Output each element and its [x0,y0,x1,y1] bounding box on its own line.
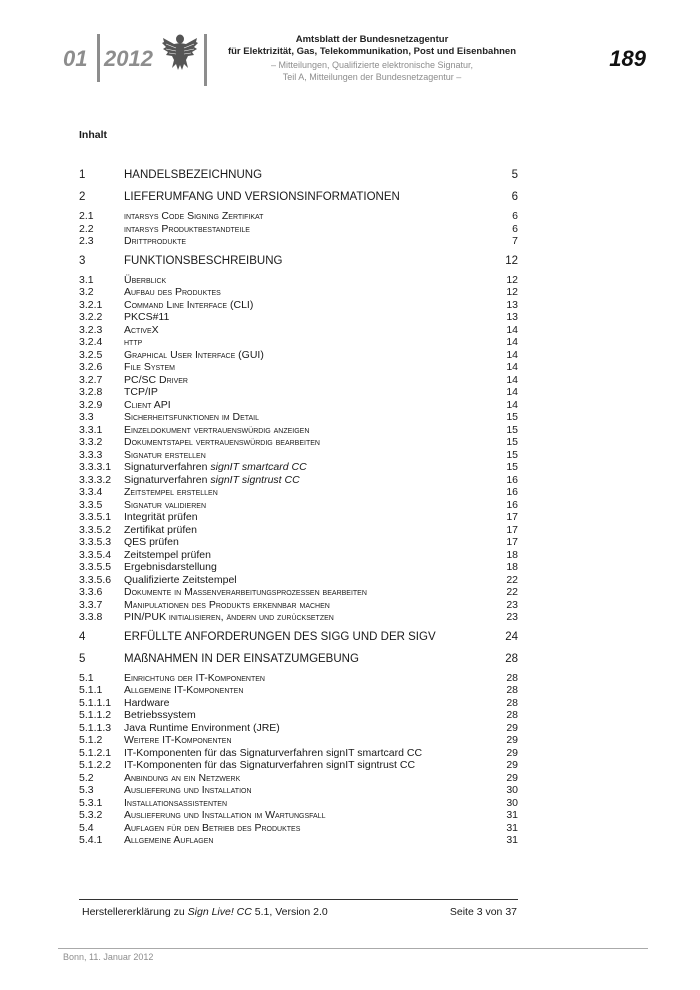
toc-entry-number: 2.3 [79,235,94,247]
toc-entry-number: 3.3.5.2 [79,523,112,536]
toc-entry-title: Allgemeine Auflagen [124,834,214,846]
toc-entry-title: Command Line Interface (CLI) [124,298,254,311]
toc-entry[interactable] [79,574,518,587]
toc-entry-page: 12 [505,254,518,267]
toc-entry[interactable] [79,188,518,206]
toc-entry-title-text: Signaturverfahren [124,461,211,473]
toc-entry-number: 3.2.2 [79,311,103,323]
toc-entry-page: 14 [506,398,518,411]
toc-entry[interactable] [79,834,518,847]
toc-entry-title: MAßNAHMEN IN DER EINSATZUMGEBUNG [124,652,359,665]
toc-entry[interactable] [79,436,518,449]
toc-entry-title: TCP/IP [124,386,158,398]
toc-entry-title: Graphical User Interface (GUI) [124,348,264,361]
toc-entry-title: Auflagen für den Betrieb des Produktes [124,821,301,834]
toc-entry[interactable] [79,672,518,685]
toc-entry-page: 31 [506,809,518,821]
toc-entry[interactable] [79,399,518,412]
toc-entry[interactable] [79,722,518,735]
toc-entry[interactable] [79,461,518,474]
toc-entry-number: 3.3.5 [79,498,103,511]
toc-entry-page: 6 [511,191,518,203]
toc-entry-number: 3.3.6 [79,586,103,598]
page-number: 189 [609,46,646,71]
footer-document-title [82,906,328,918]
toc-entry-page: 14 [506,373,518,386]
toc-entry-page: 15 [506,411,518,423]
toc-entry-page: 14 [506,361,518,373]
toc-entry-title: Signatur erstellen [124,448,206,461]
toc-entry[interactable] [79,697,518,710]
toc-entry-number: 3.2.9 [79,398,103,411]
toc-entry-number: 5.1.2.2 [79,759,112,771]
toc-entry-title: Weitere IT-Komponenten [124,734,232,746]
toc-entry[interactable] [79,809,518,822]
toc-entry-number: 3.3.5.3 [79,536,112,548]
toc-entry-page: 29 [506,771,518,784]
toc-entry-number: 3.3.2 [79,436,103,448]
toc-entry-page: 15 [506,436,518,448]
toc-entry-title: HANDELSBEZEICHNUNG [124,169,263,181]
toc-entry-page: 5 [511,169,518,181]
toc-entry-number: 4 [79,630,86,643]
toc-entry-number: 3 [79,254,86,267]
toc-entry-title: Java Runtime Environment (JRE) [124,721,280,734]
toc-entry-number: 5.3.2 [79,809,103,821]
toc-entry[interactable] [79,223,518,236]
toc-entry-title-emphasis: signIT signtrust CC [210,473,300,486]
table-of-contents [79,166,518,847]
toc-entry-page: 6 [512,210,518,222]
toc-entry-title: Einrichtung der IT-Komponenten [124,671,265,684]
toc-entry-number: 3.2.5 [79,348,103,361]
toc-entry-number: 3.2.4 [79,336,103,348]
toc-entry[interactable] [79,599,518,612]
toc-entry-title: File System [124,361,175,373]
toc-entry-title: Integrität prüfen [124,511,198,523]
toc-entry[interactable] [79,311,518,324]
toc-entry-number: 5.2 [79,771,94,784]
toc-entry-number: 5.1.1.2 [79,709,112,721]
toc-entry-page: 29 [506,734,518,746]
toc-entry-number: 3.3.4 [79,486,103,498]
toc-entry-title: LIEFERUMFANG UND VERSIONSINFORMATIONEN [124,191,400,203]
gazette-subtitle [222,60,522,83]
toc-entry-number: 5 [79,652,86,665]
toc-entry[interactable] [79,374,518,387]
toc-entry-page: 29 [506,721,518,734]
toc-entry-title: Drittprodukte [124,235,187,247]
toc-entry-title: Anbindung an ein Netzwerk [124,771,241,784]
toc-entry[interactable] [79,349,518,362]
toc-entry-title: Client API [124,398,171,411]
toc-entry-page: 28 [506,696,518,709]
toc-entry-number: 3.3.3.2 [79,473,112,486]
toc-entry-page: 15 [506,448,518,461]
toc-entry-title: IT-Komponenten für das Signaturverfahren signIT signtrust CC [124,759,416,771]
toc-entry-number: 3.2.3 [79,323,103,336]
header-separator-right [204,34,207,86]
toc-entry[interactable] [79,252,518,270]
toc-entry-title [124,474,300,487]
toc-entry-page: 16 [506,473,518,486]
toc-entry[interactable] [79,797,518,810]
toc-entry-number: 3.2.1 [79,298,103,311]
toc-entry-title: http [124,336,143,348]
toc-entry[interactable] [79,549,518,562]
gazette-subtitle-line-1: – Mitteilungen, Qualifizierte elektronische Signatur, [270,60,474,70]
toc-entry-title: Dokumentstapel vertrauenswürdig bearbeiten [124,436,320,448]
toc-entry-title: Qualifizierte Zeitstempel [124,573,237,586]
toc-entry-title: Aufbau des Produktes [124,286,221,298]
toc-entry[interactable] [79,166,518,184]
toc-entry-number: 3.1 [79,273,94,286]
toc-entry-number: 3.3.5.6 [79,573,112,586]
toc-entry-page: 17 [506,511,518,523]
federal-eagle-icon [160,30,200,74]
toc-entry[interactable] [79,709,518,722]
toc-entry-number: 5.1.1.3 [79,721,112,734]
toc-entry-title: Einzeldokument vertrauenswürdig anzeigen [124,423,310,436]
toc-entry-number: 5.3 [79,784,94,796]
toc-entry-page: 16 [506,498,518,511]
toc-entry-title: PC/SC Driver [124,373,188,386]
toc-entry-page: 22 [506,586,518,598]
toc-entry-page: 14 [506,323,518,336]
toc-entry-number: 3.2 [79,286,94,298]
toc-entry-page: 12 [506,286,518,298]
toc-entry[interactable] [79,561,518,574]
toc-entry-number: 5.4.1 [79,834,103,846]
toc-heading: Inhalt [79,129,107,141]
toc-entry-page: 31 [506,821,518,834]
toc-entry[interactable] [79,424,518,437]
toc-entry-title: Installationsassistenten [124,796,228,809]
toc-entry-page: 23 [506,598,518,611]
toc-entry-page: 28 [506,671,518,684]
toc-entry-title: ERFÜLLTE ANFORDERUNGEN DES SIGG UND DER SIGV [124,630,436,643]
toc-entry-number: 5.1.1 [79,684,103,696]
toc-entry-title: Manipulationen des Produkts erkennbar machen [124,598,330,611]
toc-entry-page: 14 [506,336,518,348]
toc-entry-page: 18 [506,561,518,573]
toc-entry[interactable] [79,536,518,549]
toc-entry-number: 5.3.1 [79,796,103,809]
toc-entry[interactable] [79,210,518,223]
toc-entry-title-emphasis: signIT smartcard CC [210,461,307,473]
toc-entry-number: 3.3.7 [79,598,103,611]
toc-entry[interactable] [79,274,518,287]
toc-entry-page: 16 [506,486,518,498]
footer-product-name: Sign Live! CC [187,906,252,918]
toc-entry-number: 3.3.5.5 [79,561,112,573]
toc-entry-title-text: Signaturverfahren [124,473,211,486]
toc-entry-page: 13 [506,298,518,311]
toc-entry-page: 31 [506,834,518,846]
toc-entry[interactable] [79,286,518,299]
toc-entry-page: 30 [506,784,518,796]
toc-entry-number: 2.2 [79,222,94,235]
toc-entry-number: 3.3.1 [79,423,103,436]
toc-entry[interactable] [79,747,518,760]
toc-entry-number: 3.2.8 [79,386,103,398]
toc-entry-page: 29 [506,759,518,771]
toc-entry-page: 24 [505,630,518,643]
toc-entry-title: Zertifikat prüfen [124,523,197,536]
toc-entry-number: 5.1.2 [79,734,103,746]
toc-entry[interactable] [79,449,518,462]
toc-entry[interactable] [79,235,518,248]
toc-entry[interactable] [79,299,518,312]
footer-title-prefix: Herstellererklärung zu [82,906,188,918]
toc-entry-page: 17 [506,536,518,548]
toc-entry-page: 13 [506,311,518,323]
publication-date: Bonn, 11. Januar 2012 [63,952,154,962]
toc-entry-title: PKCS#11 [124,311,170,323]
toc-entry-title [124,461,307,474]
toc-entry[interactable] [79,586,518,599]
toc-entry-page: 6 [512,222,518,235]
toc-entry-title: Sicherheitsfunktionen im Detail [124,411,260,423]
gazette-title-line-1: Amtsblatt der Bundesnetzagentur [295,34,449,45]
toc-entry[interactable] [79,386,518,399]
toc-entry-page: 23 [506,611,518,623]
toc-entry-page: 12 [506,273,518,286]
toc-entry-title: intarsys Produktbestandteile [124,222,250,235]
toc-entry-title: QES prüfen [124,536,179,548]
bottom-rule [58,948,648,949]
toc-entry-title: Betriebssystem [124,709,196,721]
toc-entry[interactable] [79,499,518,512]
toc-entry[interactable] [79,524,518,537]
toc-entry[interactable] [79,822,518,835]
toc-entry[interactable] [79,324,518,337]
toc-entry-title: FUNKTIONSBESCHREIBUNG [124,254,283,267]
toc-entry-number: 2.1 [79,210,94,222]
toc-entry-number: 3.3.3.1 [79,461,112,473]
toc-entry-number: 5.1.1.1 [79,696,112,709]
toc-entry-number: 5.4 [79,821,94,834]
toc-entry-title: Signatur validieren [124,498,207,511]
toc-entry-page: 17 [506,523,518,536]
toc-entry[interactable] [79,611,518,624]
toc-entry-title: Dokumente in Massenverarbeitungsprozessen bearbeiten [124,586,367,598]
toc-entry[interactable] [79,734,518,747]
toc-entry-number: 3.2.7 [79,373,103,386]
header-separator [97,34,100,82]
footer-rule [79,899,518,900]
footer-version: 5.1, Version 2.0 [251,906,328,918]
toc-entry-title: Zeitstempel erstellen [124,486,218,498]
toc-entry[interactable] [79,650,518,668]
toc-entry-title: ActiveX [124,323,159,336]
toc-entry-title: Zeitstempel prüfen [124,548,211,561]
toc-entry-number: 3.3.3 [79,448,103,461]
toc-entry-number: 3.3 [79,411,94,423]
toc-entry-title: Auslieferung und Installation [124,784,252,796]
toc-entry[interactable] [79,411,518,424]
toc-entry-number: 3.3.8 [79,611,103,623]
toc-entry-page: 14 [506,386,518,398]
toc-entry[interactable] [79,784,518,797]
toc-entry-page: 30 [506,796,518,809]
toc-entry-number: 5.1 [79,671,94,684]
toc-entry[interactable] [79,772,518,785]
toc-entry-number: 1 [79,169,86,181]
toc-entry-title: Überblick [124,273,167,286]
gazette-subtitle-line-2: Teil A, Mitteilungen der Bundesnetzagentur – [282,71,462,82]
toc-entry-number: 3.3.5.4 [79,548,112,561]
toc-entry-number: 2 [79,191,86,203]
toc-entry-title: Auslieferung und Installation im Wartungsfall [124,809,326,821]
toc-entry-page: 15 [506,461,518,473]
toc-entry[interactable] [79,684,518,697]
toc-entry-page: 28 [505,652,518,665]
gazette-title-line-2: für Elektrizität, Gas, Telekommunikation, Post und Eisenbahnen [227,46,517,57]
toc-entry[interactable] [79,336,518,349]
toc-entry[interactable] [79,511,518,524]
toc-entry[interactable] [79,474,518,487]
issue-number: 01 [63,46,88,71]
toc-entry[interactable] [79,759,518,772]
toc-entry-title: Allgemeine IT-Komponenten [124,684,244,696]
toc-entry-page: 7 [512,235,518,247]
footer-page-count: Seite 3 von 37 [449,906,517,918]
toc-entry-page: 29 [506,746,518,759]
toc-entry-title: Ergebnisdarstellung [124,561,217,573]
toc-entry-title: IT-Komponenten für das Signaturverfahren signIT smartcard CC [124,746,423,759]
toc-entry-title: PIN/PUK initialisieren, ändern und zurücksetzen [124,611,334,623]
toc-entry-page: 14 [506,348,518,361]
toc-entry-number: 3.3.5.1 [79,511,112,523]
toc-entry-page: 28 [506,684,518,696]
toc-entry[interactable] [79,361,518,374]
toc-entry-page: 15 [506,423,518,436]
toc-entry-page: 28 [506,709,518,721]
toc-entry-page: 18 [506,548,518,561]
toc-entry-title: Hardware [124,696,170,709]
toc-entry-number: 3.2.6 [79,361,103,373]
issue-year: 2012 [104,46,153,71]
toc-entry[interactable] [79,486,518,499]
toc-entry[interactable] [79,628,518,646]
toc-entry-title: intarsys Code Signing Zertifikat [124,210,264,222]
toc-entry-page: 22 [506,573,518,586]
gazette-title [222,34,522,58]
toc-entry-number: 5.1.2.1 [79,746,112,759]
